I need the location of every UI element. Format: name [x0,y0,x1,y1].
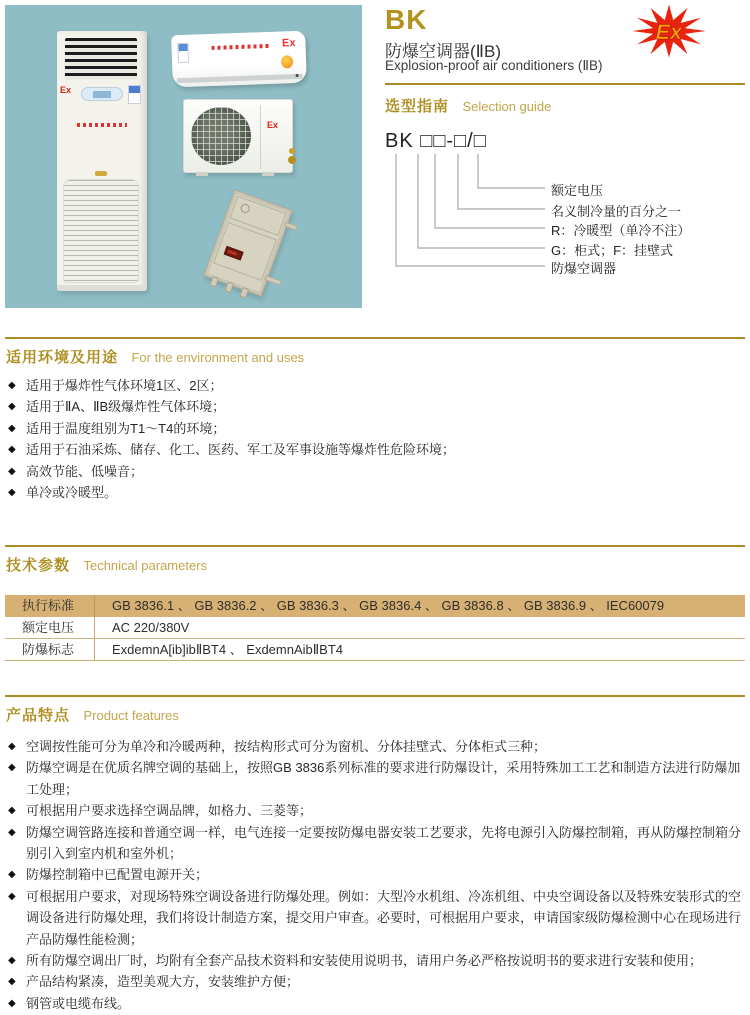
table-row-value: AC 220/380V [112,620,190,635]
explosion-proof-control-box [203,189,293,297]
feature-item: ◆ 空调按性能可分为单冷和冷暖两种，按结构形式可分为窗机、分体挂壁式、分体柜式三种； [8,736,742,757]
floor-standing-ac-unit [57,31,147,291]
table-row-label: 执行标准 [5,595,95,617]
environment-item: ◆ 适用于温度组别为T1～T4的环境； [8,418,742,439]
table-row-value: ExdemnA[ib]ibⅡBT4 、 ExdemnAibⅡBT4 [112,642,344,657]
feature-item: ◆ 产品结构紧凑，造型美观大方，安装维护方便； [8,971,742,992]
control-box-cable-gland [224,281,234,293]
table-row-label: 防爆标志 [5,639,95,660]
outdoor-unit-divider [260,105,261,169]
environment-list [8,375,742,503]
control-box-fitting [284,222,298,231]
ex-star-text: Ex [655,19,683,45]
section-divider [5,695,745,697]
environment-item: ◆ 适用于爆炸性气体环境1区、2区； [8,375,742,396]
feature-item: ◆ 防爆空调管路连接和普通空调一样，电气连接一定要按防爆电器安装工艺要求，先将电源引入防爆控制箱，再从防爆控制箱分别引入到室内机和室外机； [8,822,742,865]
floor-unit-bottom-grille [63,179,139,283]
diagram-label-heat-pump: R：冷暖型（单冷不注） [551,223,691,238]
wall-unit-indicator-dot [296,74,299,77]
tech-params-title-en: Technical parameters [83,558,208,573]
table-row-label: 额定电压 [5,617,95,638]
floor-unit-top-grille [65,38,137,80]
product-photo [5,5,362,308]
feature-item: ◆ 可根据用户要求选择空调品牌，如格力、三菱等； [8,800,742,821]
page-title-model: BK [385,4,428,35]
wall-unit-ex-label: Ex [281,37,296,50]
floor-unit-base [57,285,147,291]
environment-item: ◆ 适用于石油采炼、储存、化工、医药、军工及军事设施等爆炸性危险环境； [8,439,742,460]
floor-unit-display [81,87,123,101]
section-divider [5,337,745,339]
control-box-bracket [264,275,282,286]
ex-star-icon [630,2,708,60]
environment-item: ◆ 适用于ⅡA、ⅡB级爆炸性气体环境； [8,396,742,417]
features-list [8,736,742,1014]
feature-item: ◆ 可根据用户要求，对现场特殊空调设备进行防爆处理。例如：大型冷水机组、冷冻机组、中央空调设备以及特殊安装形式的空调设备进行防爆处理，我们将设计制造方案，提交用户审查。必要时，可根据用户要求，申请国家级防爆检测中心在现场进行产品防爆性能检测； [8,886,742,950]
floor-unit-red-text [77,123,127,127]
table-row-value: GB 3836.1 、 GB 3836.2 、 GB 3836.3 、 GB 3836.4 、 GB 3836.8 、 GB 3836.9 、 IEC60079 [112,598,665,613]
wall-unit-bottom-strip [177,74,303,83]
floor-unit-sticker [128,85,141,104]
floor-unit-ex-label: Ex [60,85,72,95]
features-section-title [6,704,179,725]
floor-unit-badge [95,171,107,176]
header-divider [385,83,745,85]
selection-guide-title-cn: 选型指南 [385,98,450,115]
environment-item: ◆ 单冷或冷暖型。 [8,482,742,503]
model-designation-diagram [385,128,747,288]
page-title-en: Explosion-proof air conditioners (ⅡB) [385,58,603,73]
model-format: BK □□-□/□ [385,130,487,152]
outdoor-unit-valve [288,156,296,164]
outdoor-condenser-unit [183,99,293,173]
tech-params-table [5,595,745,661]
table-row [5,595,745,617]
control-box-cable-gland [239,287,249,299]
selection-guide-title [385,95,551,116]
outdoor-unit-fan-grille [191,107,251,165]
table-row [5,617,745,639]
environment-title-cn: 适用环境及用途 [6,349,119,366]
features-title-en: Product features [83,708,179,723]
diagram-label-cabinet-wall: G：柜式；F：挂壁式 [551,243,674,258]
feature-item: ◆ 防爆空调是在优质名牌空调的基础上，按照GB 3836系列标准的要求进行防爆设计，采用特殊加工工艺和制造方法进行防爆加工处理； [8,757,742,800]
diagram-label-cooling-capacity: 名义制冷量的百分之一 [551,204,682,219]
outdoor-unit-foot [262,172,274,176]
diagram-label-series: 防爆空调器 [551,261,617,276]
control-box-knockout [239,203,251,215]
control-box-cable-gland [209,276,219,288]
features-title-cn: 产品特点 [6,707,71,724]
feature-item: ◆ 钢管或电缆布线。 [8,993,742,1014]
environment-title-en: For the environment and uses [131,350,305,365]
page-title-cn: 防爆空调器(ⅡB) [385,42,502,61]
wall-unit-sticker [177,43,189,63]
control-box-display [224,246,244,261]
environment-item: ◆ 高效节能、低噪音； [8,461,742,482]
tech-params-section-title [6,554,207,575]
outdoor-unit-valve [289,148,295,154]
selection-guide-title-en: Selection guide [462,99,552,114]
diagram-label-voltage: 额定电压 [551,183,604,198]
feature-item: ◆ 所有防爆空调出厂时，均附有全套产品技术资料和安装使用说明书，请用户务必严格按说明书的要求进行安装和使用； [8,950,742,971]
environment-section-title [6,346,304,367]
section-divider [5,545,745,547]
wall-unit-red-text [212,44,270,50]
table-row [5,639,745,661]
wall-unit-mascot-sticker [281,55,293,68]
wall-mounted-ac-unit [171,31,307,88]
outdoor-unit-foot [196,172,208,176]
feature-item: ◆ 防爆控制箱中已配置电源开关； [8,864,742,885]
tech-params-title-cn: 技术参数 [6,557,71,574]
outdoor-unit-ex-label: Ex [267,120,279,130]
